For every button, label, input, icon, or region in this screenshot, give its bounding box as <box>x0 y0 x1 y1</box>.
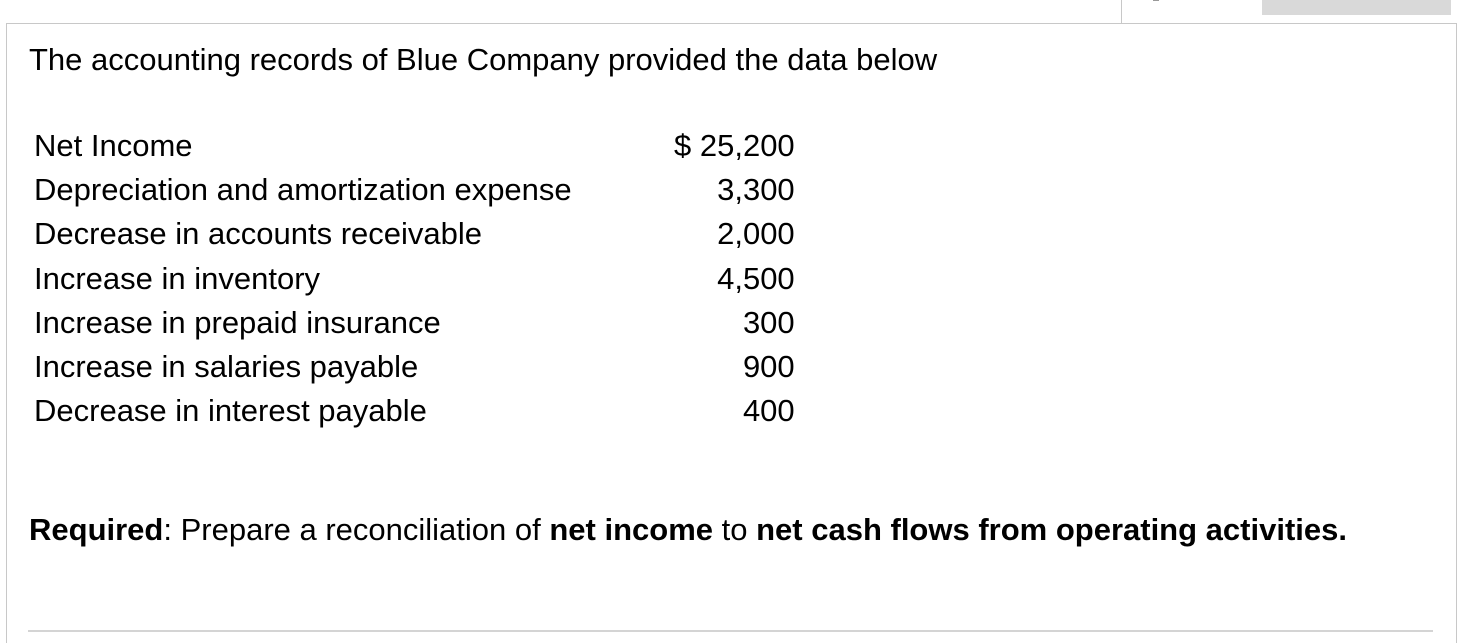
required-text-1: Prepare a reconciliation of <box>180 512 550 547</box>
row-label: Depreciation and amortization expense <box>34 172 572 208</box>
row-value: $ 25,200 <box>674 128 795 164</box>
frame-tick <box>1153 0 1159 1</box>
table-row <box>34 257 795 301</box>
row-value: 4,500 <box>717 260 795 296</box>
table-row <box>34 389 795 433</box>
row-value: 300 <box>742 304 795 340</box>
row-label: Net Income <box>34 128 193 164</box>
row-label: Decrease in accounts receivable <box>34 216 483 252</box>
row-label: Increase in salaries payable <box>34 349 419 385</box>
row-value: 900 <box>742 349 795 385</box>
row-value: 400 <box>742 393 795 429</box>
table-row <box>34 212 795 256</box>
required-text-2: to <box>713 512 757 547</box>
row-value: 3,300 <box>717 172 795 208</box>
required-colon: : <box>163 512 181 547</box>
required-prefix: Required <box>29 512 164 547</box>
row-label: Increase in prepaid insurance <box>34 304 441 340</box>
table-row <box>34 124 795 168</box>
required-instruction <box>29 510 1409 550</box>
table-row <box>34 301 795 345</box>
question-heading: The accounting records of Blue Company provided the data below <box>29 42 938 77</box>
data-table <box>34 124 795 433</box>
required-bold-net-cash-flows: net cash flows from operating activities. <box>756 512 1347 547</box>
row-value: 2,000 <box>717 216 795 252</box>
answer-area-divider <box>28 630 1433 632</box>
row-label: Decrease in interest payable <box>34 393 427 429</box>
required-bold-net-income: net income <box>549 512 714 547</box>
header-tab[interactable] <box>1262 0 1451 15</box>
table-row <box>34 168 795 212</box>
row-label: Increase in inventory <box>34 260 321 296</box>
table-row <box>34 345 795 389</box>
